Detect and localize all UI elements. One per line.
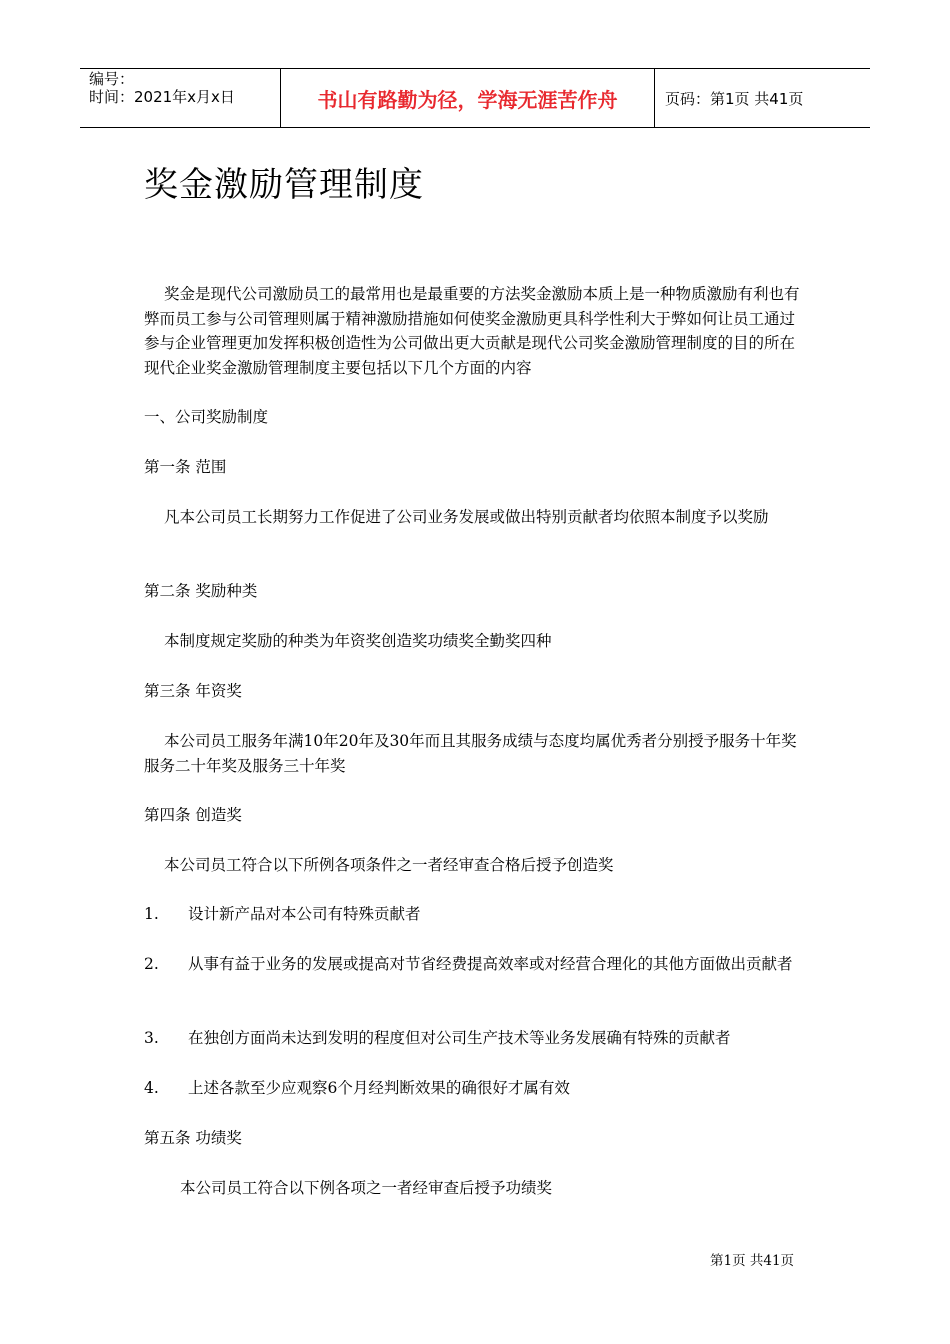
article-4-body: 本公司员工符合以下所例各项条件之一者经审查合格后授予创造奖 [164, 856, 614, 874]
article-3-title: 第三条 年资奖 [144, 682, 242, 700]
list-item-number: 1. [144, 905, 159, 923]
document-title: 奖金激励管理制度 [144, 165, 424, 205]
article-2-body: 本制度规定奖励的种类为年资奖创造奖功绩奖全勤奖四种 [164, 632, 552, 650]
list-item [144, 952, 810, 977]
time-label: 时间：2021年x月x日 [89, 88, 235, 106]
header-meta [80, 69, 281, 127]
list-item-number: 2. [144, 955, 159, 973]
list-item [144, 902, 810, 927]
article-1-body: 凡本公司员工长期努力工作促进了公司业务发展或做出特别贡献者均依照本制度予以奖励 [164, 508, 769, 526]
intro-paragraph: 奖金是现代公司激励员工的最常用也是最重要的方法奖金激励本质上是一种物质激励有利也有弊而员工参与公司管理则属于精神激励措施如何使奖金激励更具科学性利大于弊如何让员工通过参与企业管理更加发挥积极创造性为公司做出更大贡献是现代公司奖金激励管理制度的目的所在现代企业奖金激励管理制度主要包括以下几个方面的内容 [144, 285, 800, 377]
list-item [144, 1026, 810, 1051]
list-item-text: 上述各款至少应观察6个月经判断效果的确很好才属有效 [188, 1079, 570, 1097]
list-item-text: 从事有益于业务的发展或提高对节省经费提高效率或对经营合理化的其他方面做出贡献者 [188, 955, 793, 973]
page-footer: 第1页 共41页 [710, 1253, 795, 1269]
article-2-title: 第二条 奖励种类 [144, 582, 258, 600]
article-5-title: 第五条 功绩奖 [144, 1129, 242, 1147]
section-heading: 一、公司奖励制度 [144, 408, 269, 426]
header-motto: 书山有路勤为径，学海无涯苦作舟 [281, 69, 655, 127]
list-item-text: 设计新产品对本公司有特殊贡献者 [188, 905, 421, 923]
number-label: 编号： [89, 70, 135, 88]
article-1-title: 第一条 范围 [144, 458, 227, 476]
list-item-text: 在独创方面尚未达到发明的程度但对公司生产技术等业务发展确有特殊的贡献者 [188, 1029, 731, 1047]
list-item-number: 4. [144, 1079, 159, 1097]
list-item-number: 3. [144, 1029, 159, 1047]
article-4-title: 第四条 创造奖 [144, 806, 242, 824]
page-header [80, 68, 870, 128]
list-item [144, 1076, 810, 1101]
header-page-info: 页码：第1页 共41页 [665, 89, 804, 108]
article-3-body: 本公司员工服务年满10年20年及30年而且其服务成绩与态度均属优秀者分别授予服务十年奖服务二十年奖及服务三十年奖 [144, 732, 797, 775]
article-5-body: 本公司员工符合以下例各项之一者经审查后授予功绩奖 [180, 1179, 553, 1197]
